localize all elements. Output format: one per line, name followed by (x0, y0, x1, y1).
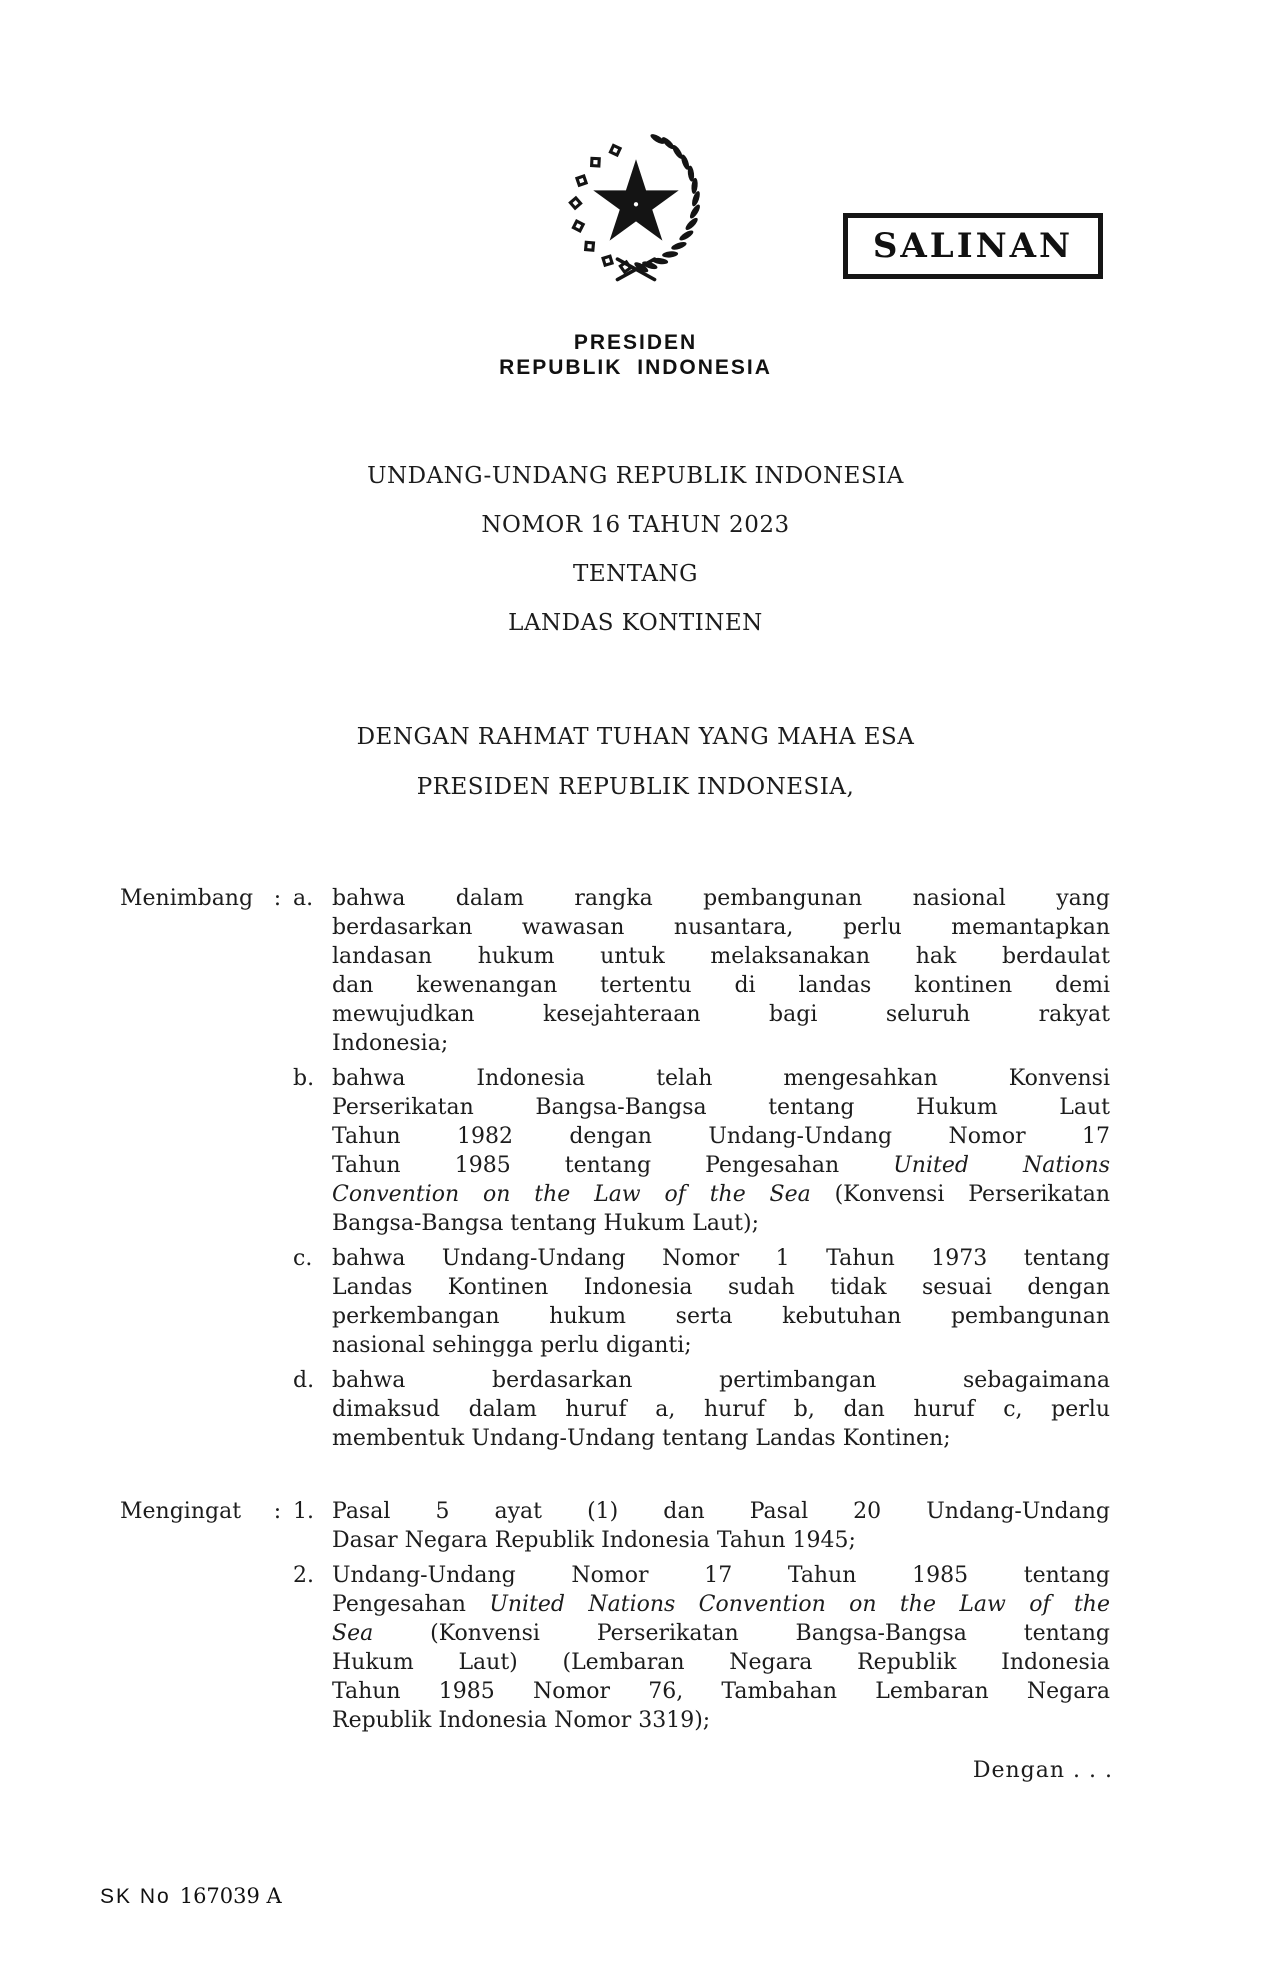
item-marker-d: d. (293, 1368, 315, 1393)
text-segment: Pasal 5 ayat (1) dan Pasal 20 Undang-Undang (332, 1499, 1110, 1524)
sk-number (100, 1884, 282, 1909)
text-line (332, 1093, 1110, 1122)
section-separator: : (273, 1499, 282, 1524)
consideration-item-d (293, 1366, 1110, 1453)
text-line (332, 1424, 1110, 1453)
text-line (332, 1395, 1110, 1424)
text-segment: Tahun 1982 dengan Undang-Undang Nomor 17 (332, 1124, 1110, 1149)
sk-number-value: 167039 A (179, 1884, 282, 1908)
text-segment: bahwa Undang-Undang Nomor 1 Tahun 1973 tentang (332, 1246, 1110, 1271)
text-segment: Indonesia; (332, 1031, 449, 1056)
text-line (332, 1122, 1110, 1151)
text-line (332, 1180, 1110, 1209)
letterhead-line-republik-indonesia: REPUBLIK INDONESIA (499, 356, 772, 379)
text-segment: bahwa Indonesia telah mengesahkan Konvensi (332, 1066, 1110, 1091)
text-line (332, 942, 1110, 971)
text-line (332, 1000, 1110, 1029)
text-segment: (Konvensi Perserikatan (810, 1182, 1110, 1207)
section-separator: : (273, 886, 282, 911)
section-label-mengingat: Mengingat (120, 1499, 242, 1524)
text-line (332, 1590, 1110, 1619)
text-segment: bahwa dalam rangka pembangunan nasional yang (332, 886, 1110, 911)
page-continuation-marker: Dengan . . . (972, 1758, 1113, 1783)
text-segment: Undang-Undang Nomor 17 Tahun 1985 tentang (332, 1563, 1110, 1588)
text-segment: Convention on the Law of the Sea (332, 1182, 811, 1207)
text-segment: Tahun 1985 tentang Pengesahan (332, 1153, 894, 1178)
title-block (0, 452, 1271, 648)
preamble (0, 712, 1271, 812)
text-line (332, 1561, 1110, 1590)
text-segment: nasional sehingga perlu diganti; (332, 1333, 692, 1358)
salinan-stamp (843, 213, 1103, 279)
sk-number-label: SK No (100, 1885, 171, 1908)
text-line (332, 884, 1110, 913)
item-marker-1: 1. (293, 1499, 314, 1524)
text-segment: Pengesahan (332, 1592, 490, 1617)
text-segment: Landas Kontinen Indonesia sudah tidak sesuai dengan (332, 1275, 1110, 1300)
text-segment: Dasar Negara Republik Indonesia Tahun 1945; (332, 1528, 856, 1553)
section-mengingat (120, 1497, 1110, 1735)
text-line (332, 1029, 1110, 1058)
title-line-4: LANDAS KONTINEN (508, 610, 763, 636)
legal-basis-item-2 (293, 1561, 1110, 1735)
text-segment: berdasarkan wawasan nusantara, perlu memantapkan (332, 915, 1110, 940)
text-segment: membentuk Undang-Undang tentang Landas Kontinen; (332, 1426, 951, 1451)
document-body (120, 884, 1110, 1735)
text-segment: Hukum Laut) (Lembaran Negara Republik Indonesia (332, 1650, 1110, 1675)
item-marker-c: c. (293, 1246, 313, 1271)
item-marker-b: b. (293, 1066, 315, 1091)
text-line (332, 1064, 1110, 1093)
text-line (332, 1151, 1110, 1180)
text-segment: mewujudkan kesejahteraan bagi seluruh rakyat (332, 1002, 1110, 1027)
mengingat-items (293, 1497, 1110, 1735)
item-text-2 (332, 1561, 1110, 1735)
text-line (332, 1526, 1110, 1555)
menimbang-items (293, 884, 1110, 1453)
text-line (332, 1273, 1110, 1302)
text-line (332, 971, 1110, 1000)
title-line-3: TENTANG (573, 561, 698, 587)
text-segment: (Konvensi Perserikatan Bangsa-Bangsa tentang (373, 1621, 1110, 1646)
text-segment: landasan hukum untuk melaksanakan hak berdaulat (332, 944, 1110, 969)
item-text-1 (332, 1497, 1110, 1555)
presidential-star-wreath-emblem-icon (548, 124, 724, 310)
text-line (332, 1331, 1110, 1360)
item-text-b (332, 1064, 1110, 1238)
legal-basis-item-1 (293, 1497, 1110, 1555)
text-line (332, 1677, 1110, 1706)
item-text-d (332, 1366, 1110, 1453)
item-marker-a: a. (293, 886, 314, 911)
text-segment: perkembangan hukum serta kebutuhan pembangunan (332, 1304, 1110, 1329)
text-segment: Perserikatan Bangsa-Bangsa tentang Hukum Laut (332, 1095, 1110, 1120)
section-menimbang (120, 884, 1110, 1453)
preamble-invocation: DENGAN RAHMAT TUHAN YANG MAHA ESA (356, 724, 915, 750)
letterhead-line-presiden: PRESIDEN (573, 331, 698, 354)
text-line (332, 1706, 1110, 1735)
consideration-item-a (293, 884, 1110, 1058)
consideration-item-b (293, 1064, 1110, 1238)
text-segment: bahwa berdasarkan pertimbangan sebagaimana (332, 1368, 1110, 1393)
text-line (332, 1302, 1110, 1331)
text-line (332, 1619, 1110, 1648)
text-line (332, 913, 1110, 942)
text-line (332, 1648, 1110, 1677)
title-line-1: UNDANG-UNDANG REPUBLIK INDONESIA (367, 463, 904, 489)
text-line (332, 1244, 1110, 1273)
item-text-a (332, 884, 1110, 1058)
letterhead (0, 330, 1271, 380)
consideration-item-c (293, 1244, 1110, 1360)
text-segment: United Nations (893, 1153, 1110, 1178)
text-segment: Tahun 1985 Nomor 76, Tambahan Lembaran Negara (332, 1679, 1110, 1704)
preamble-authority: PRESIDEN REPUBLIK INDONESIA, (416, 774, 855, 800)
text-line (332, 1209, 1110, 1238)
item-marker-2: 2. (293, 1563, 314, 1588)
text-line (332, 1366, 1110, 1395)
text-segment: dan kewenangan tertentu di landas kontinen demi (332, 973, 1110, 998)
salinan-stamp-label: SALINAN (872, 226, 1074, 266)
title-line-2: NOMOR 16 TAHUN 2023 (481, 512, 790, 538)
item-text-c (332, 1244, 1110, 1360)
text-segment: United Nations Convention on the Law of the (489, 1592, 1110, 1617)
text-segment: Bangsa-Bangsa tentang Hukum Laut); (332, 1211, 759, 1236)
text-segment: Republik Indonesia Nomor 3319); (332, 1708, 711, 1733)
text-segment: Sea (332, 1621, 374, 1646)
text-segment: dimaksud dalam huruf a, huruf b, dan huruf c, perlu (332, 1397, 1110, 1422)
section-label-menimbang: Menimbang (120, 886, 254, 911)
text-line (332, 1497, 1110, 1526)
